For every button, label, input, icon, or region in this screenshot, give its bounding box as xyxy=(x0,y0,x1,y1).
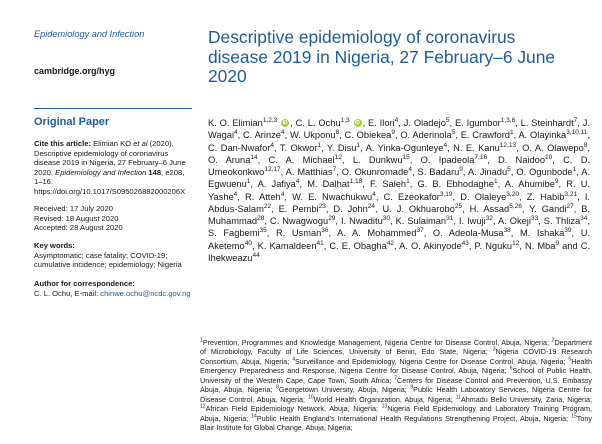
author-affiliation-ref: 15 xyxy=(402,153,410,161)
author-affiliation-ref: 3,20 xyxy=(506,190,519,198)
citation-label: Cite this article: xyxy=(34,139,91,148)
author-name: R. Usman xyxy=(275,228,322,239)
affiliation-number: 13 xyxy=(381,403,388,410)
author-list: K. O. Elimian$^{1,2,3}$ iD , C. L. Ochu$^{1,3}$ iD , E. Ilori$^4$, J. Oladejo$^5$, E. Igumbor$^{1,3,6}$, L. Steinhardt$^7$, J. Wagai$^4$, C. Arinze$^4$, W. Ukponu$^8$, C. Obiekea$^9$, O. Aderinola$^5$, E. Crawford$^1$, A. Olayinka$^{3,10,11}$, C. Dan-Nwafor$^4$, T. Okwor$^1$, Y. Disu$^1$, A. Yinka-Ogunleye$^4$, N. E. Kanu$^{12,13}$, O. A. Olawepo$^8$, O. Aruna$^{14}$, C. A. Michael$^{12}$, L. Dunkwu$^{15}$, O. Ipadeola$^{7,16}$, D. Naidoo$^{10}$, C. D. Umeokonkwo$^{12,17}$, A. Matthias$^7$, O. Okunromade$^4$, S. Badaru$^9$, A. Jinadu$^5$, O. Ogunbode$^1$, A. Egwuenu$^1$, A. Jafiya$^4$, M. Dalhat$^{1,18}$, F. Saleh$^1$, G. B. Ebhodaghe$^1$, A. Ahumibe$^9$, R. U. Yashe$^4$, R. Atteh$^4$, W. E. Nwachukwu$^4$, C. Ezeokafor$^{3,19}$, D. Olaleye$^{3,20}$, Z. Habib$^{3,21}$, I. Abdus-Salam$^{22}$, E. Pembi$^{23}$, D. John$^{24}$, U. J. Okhuarobo$^{25}$, H. Assad$^{5,26}$, Y. Gandi$^{27}$, B. Muhammad$^{28}$, C. Nwagwogu$^{29}$, I. Nwaditu$^{30}$, K. Sulaiman$^{31}$, I. Iwuji$^{32}$, A. Okeji$^{33}$, S. Thliza$^{34}$, S. Fagbemi$^{35}$, R. Usman$^{36}$, A. A. Mohammed$^{37}$, O. Adeola-Musa$^{38}$, M. Ishaka$^{39}$, U. Aketemo$^{40}$, K. Kamaldeen$^{41}$, C. E. Obagha$^{42}$, A. O. Akinyode$^{43}$, P. Nguku$^{12}$, N. Mba$^9$ and C. Ihekweazu$^{44}$ xyxy=(208,117,590,264)
author xyxy=(527,192,577,202)
author-affiliation-ref: 1,3 xyxy=(340,116,350,124)
author-affiliation-ref: 8 xyxy=(335,129,340,137)
author-name: E. Crawford xyxy=(460,130,510,141)
correspondence-name: C. L. Ochu, E-mail: xyxy=(34,288,101,298)
author-affiliation-ref: 44 xyxy=(252,251,260,259)
author-affiliation-ref: 7 xyxy=(573,116,578,124)
author-name: A. Jafiya xyxy=(257,179,296,190)
author-affiliation-ref: 3,21 xyxy=(564,190,578,198)
author-name: M. Ishaka xyxy=(519,228,565,239)
author xyxy=(280,143,321,153)
author-affiliation-ref: 3,10,11 xyxy=(566,129,588,137)
author-affiliation-ref: 34 xyxy=(580,214,588,222)
affiliations xyxy=(200,338,592,433)
keywords-label: Key words: xyxy=(34,241,75,250)
author-name: A. Ahumibe xyxy=(504,179,555,190)
author-affiliation-ref: 7,16 xyxy=(474,153,488,161)
author-name: E. Igumbor xyxy=(454,118,501,128)
citation-text-2: (2020). Descriptive epidemiology of coronavirus disease 2019 in Nigeria, 27 February–6 June 2020. xyxy=(34,139,186,177)
author-affiliation-ref: 1,2,3 xyxy=(262,116,278,124)
author xyxy=(286,167,337,177)
author-name: C. E. Obagha xyxy=(329,240,387,251)
author-affiliation-ref: 33 xyxy=(530,214,539,222)
author xyxy=(421,155,487,165)
author xyxy=(468,167,511,177)
affiliation-text: Department of Microbiology, Faculty of Life Sciences, University of Benin, Edo State, Nigeria; xyxy=(200,338,592,357)
author xyxy=(341,216,390,226)
author-affiliation-ref: 5 xyxy=(507,165,511,173)
author xyxy=(396,216,454,226)
citation-volume: 148 xyxy=(146,167,162,177)
author-affiliation-ref: 1 xyxy=(509,129,514,137)
author-affiliation-ref: 4 xyxy=(408,165,412,173)
author-affiliation-ref: 4 xyxy=(280,190,285,198)
author-name: N. Mba xyxy=(524,240,556,251)
author-conjunction: and xyxy=(562,240,581,251)
author xyxy=(208,143,274,153)
author-name: H. Assad xyxy=(469,203,510,214)
author xyxy=(366,143,447,153)
author-name: F. Saleh xyxy=(369,179,407,190)
affiliation-number: 14 xyxy=(251,413,257,420)
author-name: A. Matthias xyxy=(285,167,333,177)
author xyxy=(453,143,516,153)
author-affiliation-ref: 1,18 xyxy=(349,178,363,186)
author xyxy=(433,228,511,238)
author-name: I. Nwaditu xyxy=(341,216,383,226)
author-name: Y. Disu xyxy=(326,142,357,153)
affiliation-text: Nigeria Field Epidemiology and Laboratory Training Program, Abuja, Nigeria; xyxy=(200,404,592,423)
citation-et-al: et al xyxy=(133,139,148,148)
author-affiliation-ref: 43 xyxy=(461,239,469,247)
author-affiliation-ref: 4 xyxy=(372,190,376,198)
author-name: A. O. Akinyode xyxy=(399,240,462,251)
author-name: C. Ezeokafor xyxy=(383,191,440,202)
author xyxy=(518,130,587,140)
affiliation-text: Prevention, Programmes and Knowledge Management, Nigeria Centre for Disease Control, Abuja, Nigeria; xyxy=(202,338,550,347)
citation-text-1: Elimian KO xyxy=(90,139,134,148)
author-name: C. L. Ochu xyxy=(295,118,341,128)
author xyxy=(296,118,363,128)
author-affiliation-ref: 39 xyxy=(564,227,572,235)
affiliation-number: 9 xyxy=(410,384,414,391)
author-affiliation-ref: 1 xyxy=(317,141,321,149)
date-accepted: Accepted: 28 August 2020 xyxy=(34,223,123,233)
author xyxy=(470,204,522,214)
correspondence xyxy=(34,279,192,298)
orcid-icon[interactable] xyxy=(354,119,362,127)
author-name: C. Obiekea xyxy=(344,130,392,141)
affiliation-text: Tony Blair Institute for Global Change, Abuja, Nigeria; xyxy=(200,413,592,433)
affiliation-text: African Field Epidemiology Network, Abuja, Nigeria; xyxy=(205,404,378,414)
author xyxy=(333,204,375,214)
author-name: C. Arinze xyxy=(243,130,281,141)
author-name: E. Pembi xyxy=(278,203,319,214)
affiliation-number: 1 xyxy=(200,337,203,344)
author xyxy=(269,155,342,165)
author xyxy=(208,155,258,165)
author xyxy=(520,228,572,238)
author-affiliation-ref: 4 xyxy=(394,116,399,124)
author-affiliation-ref: 40 xyxy=(244,239,252,247)
author-affiliation-ref: 12,17 xyxy=(264,165,281,173)
author xyxy=(461,130,514,140)
author-name: E. Ilori xyxy=(368,118,395,128)
author-affiliation-ref: 8 xyxy=(583,141,588,149)
author xyxy=(498,155,552,165)
author xyxy=(459,216,493,226)
author-name: A. Egwuenu xyxy=(208,167,591,190)
divider xyxy=(34,108,192,109)
author-name: G. B. Ebhodaghe xyxy=(417,179,494,190)
author xyxy=(258,179,300,189)
author-affiliation-ref: 10 xyxy=(545,153,553,161)
author xyxy=(276,228,329,238)
author-affiliation-ref: 22 xyxy=(263,202,272,210)
author xyxy=(522,143,587,153)
author-affiliation-ref: 36 xyxy=(321,227,329,235)
author-affiliation-ref: 9 xyxy=(391,129,395,137)
author-name: C. Dan-Nwafor xyxy=(208,142,271,153)
author xyxy=(208,228,267,238)
author-affiliation-ref: 1 xyxy=(356,141,361,149)
author xyxy=(544,216,588,226)
author-name: J. Wagai xyxy=(208,118,590,141)
author-affiliation-ref: 30 xyxy=(382,214,390,222)
author-name: M. Dalhat xyxy=(307,179,350,190)
author-name: I. Iwuji xyxy=(458,216,486,226)
author-affiliation-ref: 1 xyxy=(572,165,577,173)
author xyxy=(329,241,394,251)
author-name: B. Muhammad xyxy=(208,203,591,226)
author xyxy=(307,179,362,189)
author-affiliation-ref: 35 xyxy=(259,227,267,235)
affiliation xyxy=(200,338,549,347)
keywords-text: Asymptomatic; case fatality; COVID-19; cumulative incidence; epidemiology; Nigeria xyxy=(34,250,182,270)
affiliation xyxy=(456,395,592,404)
author-name: A. Okeji xyxy=(497,216,531,226)
author xyxy=(418,167,463,177)
author xyxy=(383,204,463,214)
author xyxy=(525,241,559,251)
author-name: W. E. Nwachukwu xyxy=(292,191,373,202)
author-affiliation-ref: 1,3,6 xyxy=(500,116,516,124)
author-affiliation-ref: 31 xyxy=(446,214,454,222)
author-affiliation-ref: 4 xyxy=(234,129,238,137)
affiliation-number: 6 xyxy=(509,365,513,372)
affiliation-text: World Health Organization, Abuja, Nigeria; xyxy=(313,394,453,404)
author xyxy=(417,179,497,189)
author-affiliation-ref: 1 xyxy=(246,178,251,186)
author xyxy=(243,130,285,140)
author xyxy=(258,241,324,251)
affiliation-text: Health Emergency Preparedness and Response, Nigeria Centre for Disease Control, Abuja, Nigeria; xyxy=(200,356,592,376)
author-name: W. Ukponu xyxy=(289,130,336,141)
affiliation-number: 8 xyxy=(276,384,279,391)
affiliation xyxy=(292,357,565,366)
author-name: O. Aderinola xyxy=(400,130,452,141)
author xyxy=(529,204,574,214)
author xyxy=(516,167,576,177)
author xyxy=(345,130,395,140)
author-name: C. Nwagwogu xyxy=(269,216,329,226)
author-name: L. Steinhardt xyxy=(520,118,574,128)
author-name: D. John xyxy=(333,203,368,214)
correspondence-label: Author for correspondence: xyxy=(34,279,135,288)
author xyxy=(475,241,520,251)
author-affiliation-ref: 32 xyxy=(485,214,493,222)
affiliation-text: Ahmadu Bello University, Zaria, Nigeria; xyxy=(460,394,593,404)
author xyxy=(337,228,424,238)
date-received: Received: 17 July 2020 xyxy=(34,204,113,213)
author-affiliation-ref: 1 xyxy=(493,178,498,186)
author xyxy=(353,155,410,165)
journal-name: Epidemiology and Infection xyxy=(34,29,145,39)
citation-journal: Epidemiology and Infection xyxy=(55,167,147,177)
author xyxy=(521,118,578,128)
author-name: T. Okwor xyxy=(279,142,318,153)
affiliation-text: Nigeria COVID-19 Research Consortium, Abuja, Nigeria; xyxy=(200,347,592,366)
author-name: I. Abdus-Salam xyxy=(208,191,590,214)
author-affiliation-ref: 41 xyxy=(316,239,324,247)
author-name: S. Thliza xyxy=(543,216,581,226)
author-affiliation-ref: 38 xyxy=(503,227,511,235)
author-name: J. Oladejo xyxy=(403,118,446,128)
author-name: D. Naidoo xyxy=(497,154,546,165)
author-name: K. Sulaiman xyxy=(395,216,447,226)
author-affiliation-ref: 42 xyxy=(386,239,394,247)
author xyxy=(404,118,450,128)
affiliation-number: 15 xyxy=(571,413,577,420)
author-name: Y. Gandi xyxy=(529,203,567,214)
author-affiliation-ref: 12,13 xyxy=(499,141,517,149)
author xyxy=(342,167,412,177)
author xyxy=(327,143,360,153)
author xyxy=(505,179,559,189)
author-affiliation-ref: 4 xyxy=(233,190,238,198)
author xyxy=(290,130,339,140)
affiliation-number: 4 xyxy=(292,356,296,363)
author-affiliation-ref: 12 xyxy=(512,239,520,247)
author-name: O. Ipadeola xyxy=(420,154,475,165)
dates xyxy=(34,204,192,233)
author-affiliation-ref: 4 xyxy=(295,178,300,186)
journal-url[interactable]: cambridge.org/hyg xyxy=(34,66,116,76)
author-name: S. Fagbemi xyxy=(208,228,260,239)
author-name: C. D. Umeokonkwo xyxy=(208,154,591,177)
author-affiliation-ref: 9 xyxy=(555,239,560,247)
author-affiliation-ref: 37 xyxy=(416,227,424,235)
author-name: R. U. Yashe xyxy=(208,179,590,202)
affiliation xyxy=(200,404,378,413)
citation-text-3: , e208, 1–16. https://doi.org/10.1017/S095026882000206X xyxy=(34,167,186,196)
correspondence-email[interactable]: chinwe.ochu@ncdc.gov.ng xyxy=(100,288,191,298)
author-name: U. Aketemo xyxy=(208,228,590,251)
author-affiliation-ref: 4 xyxy=(270,141,274,149)
affiliation xyxy=(251,414,568,423)
author-name: A. Yinka-Ogunleye xyxy=(365,142,444,153)
author-name: D. Olaleye xyxy=(460,191,507,202)
affiliation-number: 7 xyxy=(394,375,397,382)
author-affiliation-ref: 5 xyxy=(445,116,450,124)
author-affiliation-ref: 12 xyxy=(334,153,342,161)
affiliation-text: School of Public Health, University of the Western Cape, Cape Town, South Africa; xyxy=(200,366,593,385)
author-affiliation-ref: 4 xyxy=(280,129,285,137)
date-revised: Revised: 18 August 2020 xyxy=(34,213,119,223)
author-name: O. Adeola-Musa xyxy=(432,228,504,239)
author-affiliation-ref: 9 xyxy=(554,178,559,186)
orcid-icon[interactable] xyxy=(281,119,289,127)
affiliation-number: 12 xyxy=(200,403,206,410)
author-name: O. A. Olawepo xyxy=(522,142,584,153)
author-affiliation-ref: 7 xyxy=(332,165,337,173)
author xyxy=(400,130,455,140)
author xyxy=(208,118,290,128)
article-title: Descriptive epidemiology of coronavirus disease 2019 in Nigeria, 27 February–6 June 2020 xyxy=(208,27,556,87)
author-affiliation-ref: 23 xyxy=(318,202,326,210)
author-name: R. Atteh xyxy=(245,191,281,202)
author-name: O. Ogunbode xyxy=(516,167,573,177)
author xyxy=(292,192,376,202)
author-name: L. Dunkwu xyxy=(352,154,403,165)
affiliation-text: Centers for Disease Control and Prevention, U.S. Embassy Abuja, Abuja, Nigeria; xyxy=(200,375,592,395)
author-affiliation-ref: 29 xyxy=(328,214,336,222)
affiliation-text: Surveillance and Epidemiology, Nigeria Centre for Disease Control, Abuja, Nigeria; xyxy=(295,356,566,366)
author-name: O. Aruna xyxy=(208,154,251,165)
author-affiliation-ref: 9 xyxy=(459,165,463,173)
author xyxy=(460,192,519,202)
author-name: Z. Habib xyxy=(526,191,565,202)
author-affiliation-ref: 1 xyxy=(406,178,410,186)
author xyxy=(399,241,469,251)
author xyxy=(370,179,410,189)
affiliation-number: 11 xyxy=(455,394,461,401)
author-name: K. Kamaldeen xyxy=(257,240,317,251)
author-affiliation-ref: 4 xyxy=(443,141,448,149)
author xyxy=(368,118,398,128)
author xyxy=(270,216,336,226)
author-affiliation-ref: 5 xyxy=(451,129,456,137)
author xyxy=(455,118,515,128)
affiliation xyxy=(308,395,453,404)
author xyxy=(498,216,538,226)
affiliation-number: 3 xyxy=(492,347,496,354)
author-affiliation-ref: 3,19 xyxy=(439,190,453,198)
affiliation-number: 10 xyxy=(308,394,314,401)
author-name: C. Ihekweazu xyxy=(208,240,591,263)
affiliation-number: 2 xyxy=(551,337,555,344)
author-affiliation-ref: 5,26 xyxy=(509,202,522,210)
author-affiliation-ref: 28 xyxy=(257,214,265,222)
author-affiliation-ref: 27 xyxy=(566,202,574,210)
author-name: C. A. Michael xyxy=(268,154,335,165)
citation xyxy=(34,139,192,197)
author-affiliation-ref: 14 xyxy=(250,153,258,161)
author-name: S. Badaru xyxy=(417,167,460,177)
affiliation-text: Georgetown University, Abuja, Nigeria; xyxy=(278,385,407,395)
affiliation-text: Public Health Laboratory Services, Nigeria Centre for Disease Control, Abuja, Nigeria; xyxy=(200,385,593,404)
author-name: A. Olayinka xyxy=(518,130,567,141)
author-name: P. Nguku xyxy=(474,240,513,251)
author-name: U. J. Okhuarobo xyxy=(382,203,455,214)
author-affiliation-ref: 25 xyxy=(454,202,463,210)
author xyxy=(245,192,284,202)
article-type: Original Paper xyxy=(34,116,110,128)
keywords xyxy=(34,241,192,270)
affiliation-number: 5 xyxy=(568,356,572,363)
author-affiliation-ref: 24 xyxy=(367,202,375,210)
author-name: A. Jinadu xyxy=(467,167,508,177)
author xyxy=(279,204,326,214)
affiliation-text: Public Health England's International Health Regulations Strengthening Project, Abuja, Nigeria; xyxy=(256,413,569,423)
author xyxy=(384,192,453,202)
affiliation xyxy=(276,385,407,394)
author-name: N. E. Kanu xyxy=(453,142,500,153)
author-name: A. A. Mohammed xyxy=(337,228,417,239)
author-name: O. Okunromade xyxy=(341,167,409,177)
author-name: K. O. Elimian xyxy=(208,118,263,128)
